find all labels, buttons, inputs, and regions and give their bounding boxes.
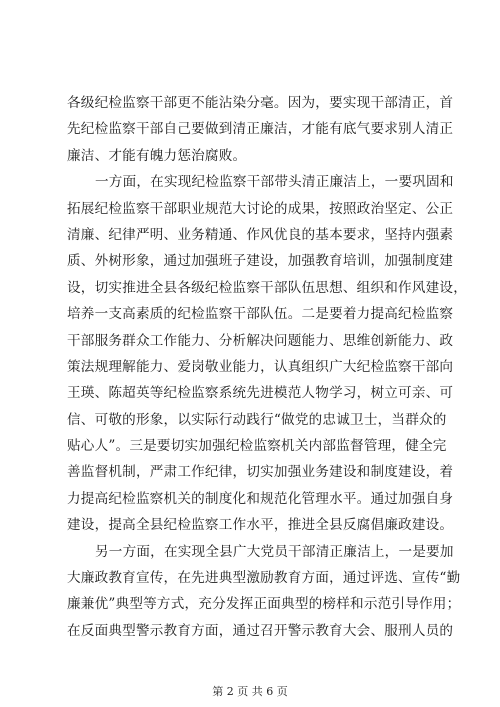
text-line: 在反面典型警示教育方面，通过召开警示教育大会、服刑人员的: [67, 622, 454, 639]
text-line: 信、可敬的形象，以实际行动践行“做党的忠诚卫士，当群众的: [67, 411, 447, 428]
text-line: 拓展纪检监察干部职业规范大讨论的成果，按照政治坚定、公正: [67, 200, 454, 217]
text-line: 力提高纪检监察机关的制度化和规范化管理水平。通过加强自身: [67, 490, 454, 507]
text-line: 王瑛、陈超英等纪检监察系统先进模范人物学习，树立可亲、可: [67, 385, 454, 402]
text-line: 一方面，在实现纪检监察干部带头清正廉洁上，一要巩固和: [95, 174, 454, 191]
text-line: 建设，提高全县纪检监察工作水平，推进全县反腐倡廉政建设。: [67, 517, 454, 534]
text-line: 贴心人”。三是要切实加强纪检监察机关内部监督管理，健全完: [67, 438, 447, 455]
text-line: 善监督机制，严肃工作纪律，切实加强业务建设和制度建设，着: [67, 464, 454, 481]
text-line: 策法规理解能力、爱岗敬业能力，认真组织广大纪检监察干部向: [67, 358, 454, 375]
text-line: 廉洁、才能有魄力惩治腐败。: [67, 147, 247, 164]
page-footer: 第 2 页 共 6 页: [212, 685, 288, 698]
text-line: 干部服务群众工作能力、分析解决问题能力、思维创新能力、政: [67, 332, 454, 349]
text-line: 培养一支高素质的纪检监察干部队伍。二是要着力提高纪检监察: [67, 306, 454, 323]
text-line: 另一方面，在实现全县广大党员干部清正廉洁上，一是要加: [95, 543, 454, 560]
document-body: [67, 90, 468, 644]
text-line: 大廉政教育宣传，在先进典型激励教育方面，通过评选、宣传“勤: [67, 570, 461, 587]
text-line: 先纪检监察干部自己要做到清正廉洁，才能有底气要求别人清正: [67, 121, 454, 138]
text-line: 清廉、纪律严明、业务精通、作风优良的基本要求，坚持内强素: [67, 226, 454, 243]
text-line: 设，切实推进全县各级纪检监察干部队伍思想、组织和作风建设，: [67, 279, 468, 296]
text-line: 廉兼优”典型等方式，充分发挥正面典型的榜样和示范引导作用；: [67, 596, 461, 613]
text-line: 各级纪检监察干部更不能沾染分毫。因为，要实现干部清正，首: [67, 95, 454, 111]
text-line: 质、外树形象，通过加强班子建设，加强教育培训，加强制度建: [67, 253, 454, 270]
